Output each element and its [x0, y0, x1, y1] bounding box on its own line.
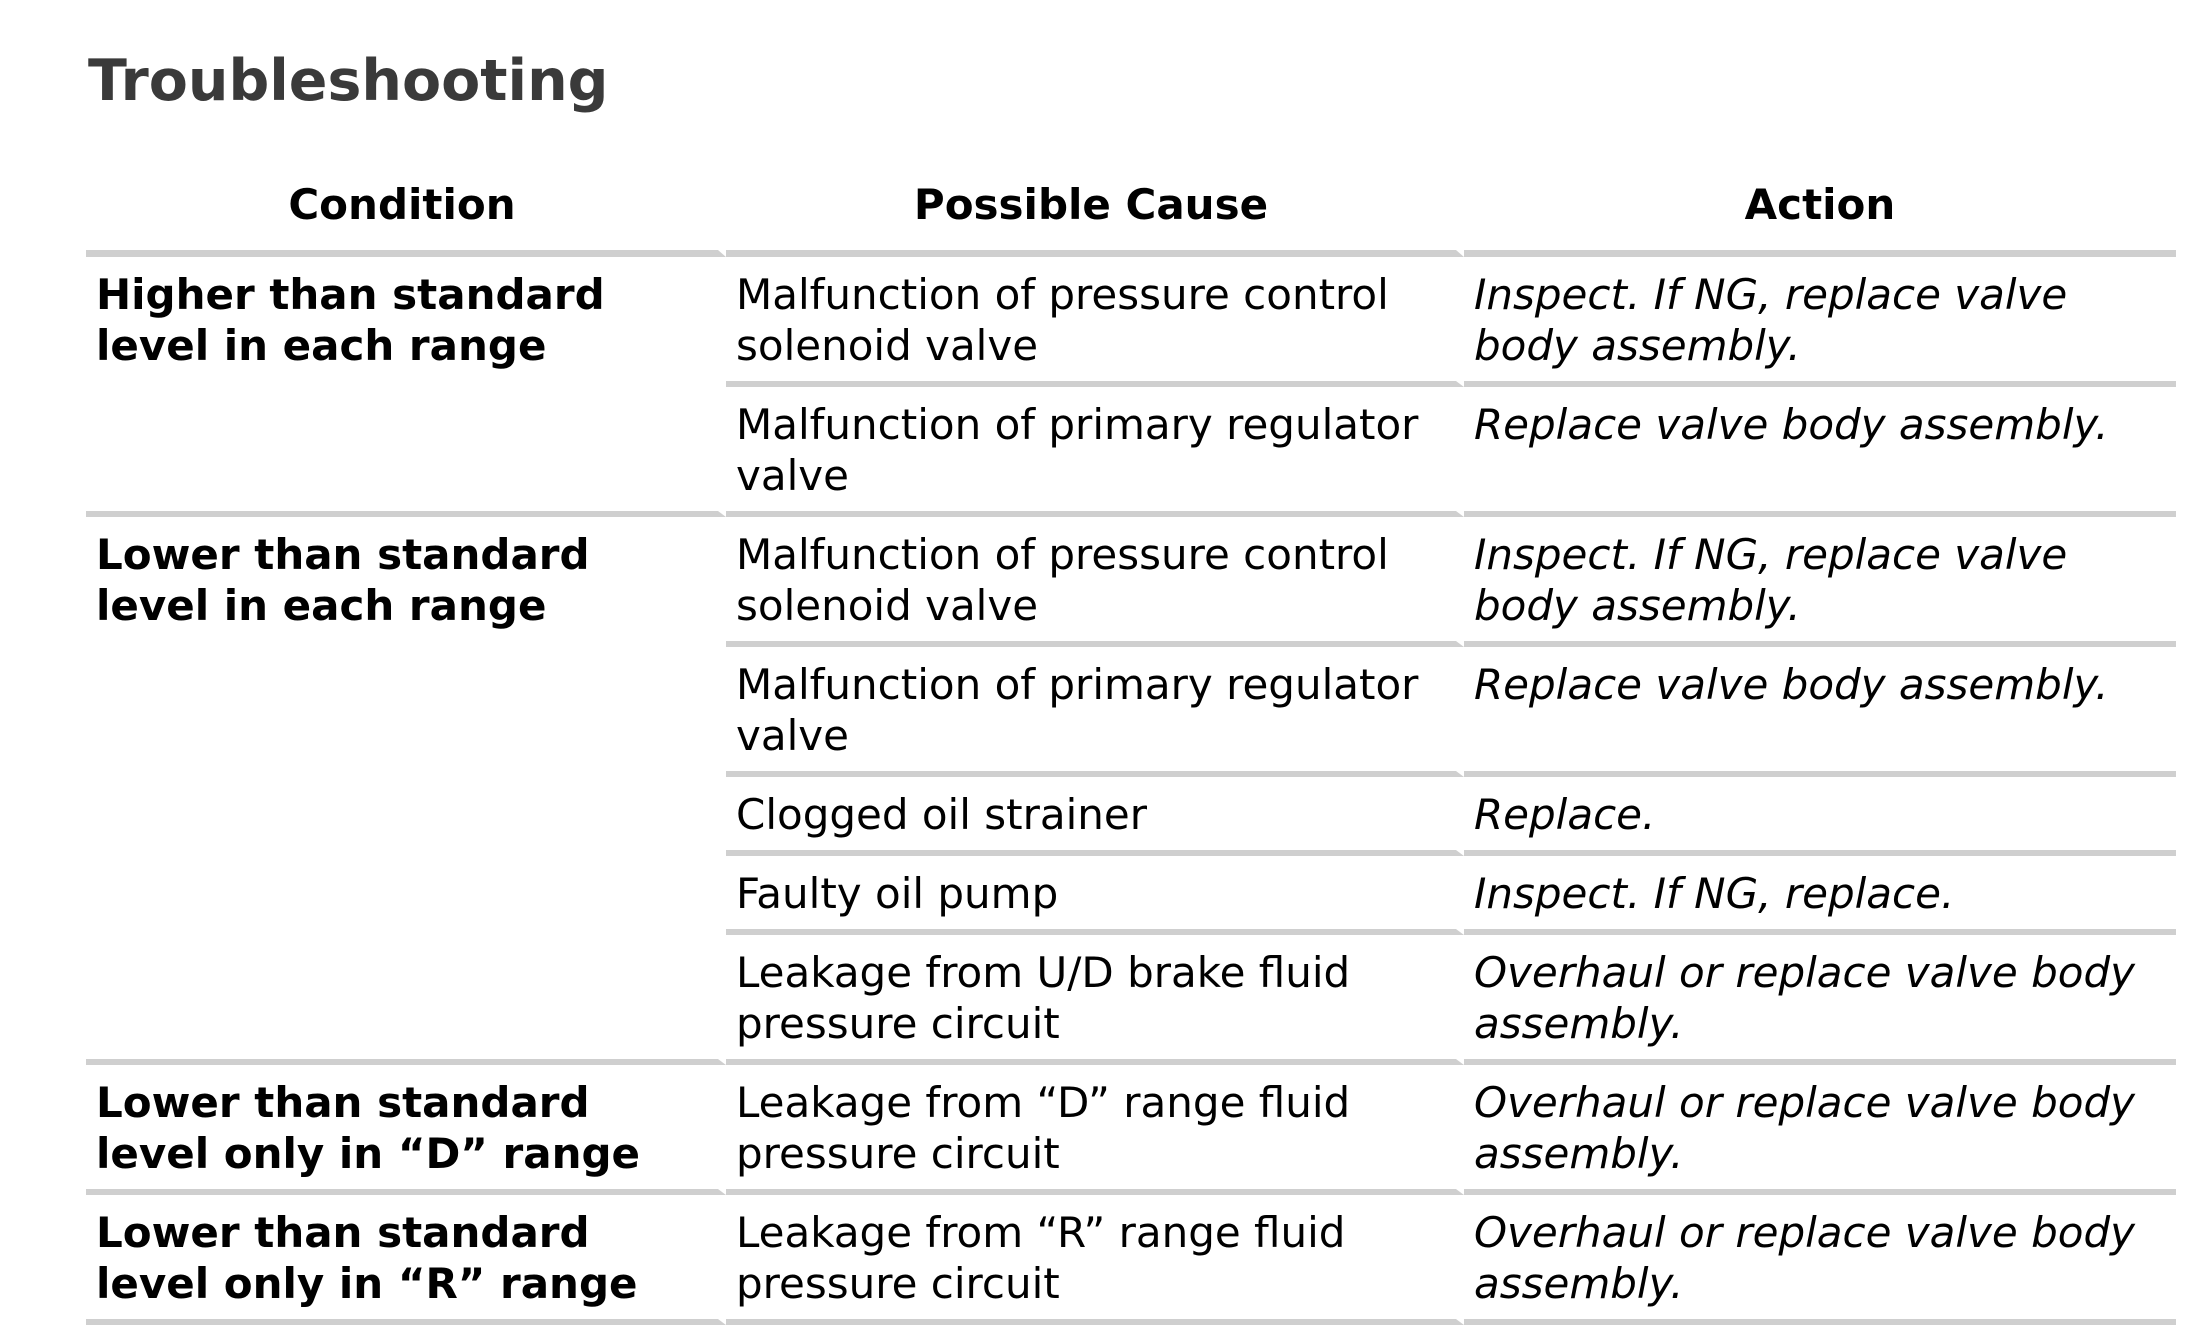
cause-cell: Leakage from “R” range fluid pressure circuit [726, 1195, 1464, 1325]
cause-cell: Leakage from “D” range fluid pressure circuit [726, 1065, 1464, 1195]
action-cell: Inspect. If NG, replace valve body assembly. [1464, 257, 2176, 387]
action-cell: Overhaul or replace valve body assembly. [1464, 1195, 2176, 1325]
action-cell: Replace. [1464, 777, 2176, 856]
page [86, 40, 2176, 1325]
cause-cell: Malfunction of primary regulator valve [726, 387, 1464, 517]
condition-cell: Lower than standard level only in “D” range [86, 1065, 726, 1195]
page-title: Troubleshooting [88, 48, 609, 114]
table-header-row [86, 180, 2176, 257]
cause-cell: Malfunction of pressure control solenoid valve [726, 517, 1464, 647]
table-row [86, 1195, 2176, 1325]
cause-cell: Malfunction of pressure control solenoid valve [726, 257, 1464, 387]
cause-cell: Clogged oil strainer [726, 777, 1464, 856]
header-possible-cause: Possible Cause [726, 180, 1464, 257]
action-cell: Overhaul or replace valve body assembly. [1464, 1065, 2176, 1195]
condition-cell: Higher than standard level in each range [86, 257, 726, 517]
action-cell: Inspect. If NG, replace. [1464, 856, 2176, 935]
action-cell: Replace valve body assembly. [1464, 647, 2176, 777]
condition-cell: Lower than standard level only in “R” range [86, 1195, 726, 1325]
table-row [86, 257, 2176, 387]
action-cell: Inspect. If NG, replace valve body assembly. [1464, 517, 2176, 647]
condition-cell: Lower than standard level in each range [86, 517, 726, 1065]
table-row [86, 1065, 2176, 1195]
troubleshooting-table [86, 180, 2176, 1325]
action-cell: Overhaul or replace valve body assembly. [1464, 935, 2176, 1065]
cause-cell: Malfunction of primary regulator valve [726, 647, 1464, 777]
header-action: Action [1464, 180, 2176, 257]
cause-cell: Leakage from U/D brake fluid pressure circuit [726, 935, 1464, 1065]
action-cell: Replace valve body assembly. [1464, 387, 2176, 517]
table-row [86, 517, 2176, 647]
cause-cell: Faulty oil pump [726, 856, 1464, 935]
header-condition: Condition [86, 180, 726, 257]
